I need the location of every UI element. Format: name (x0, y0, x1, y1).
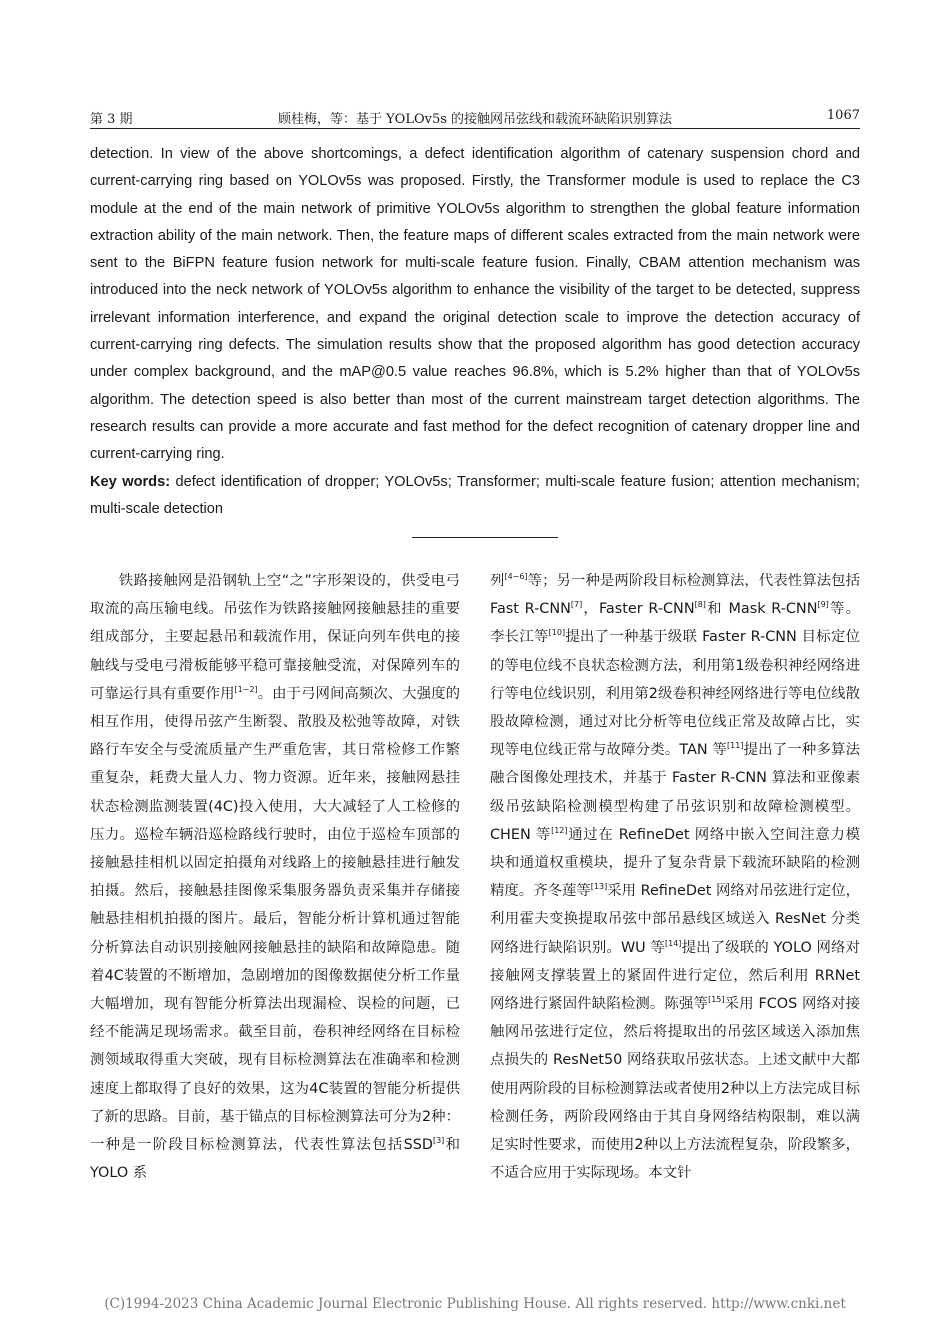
body-text: 和 Mask R-CNN (705, 601, 818, 618)
body-text: 等；另一种是两阶段目标检测算法，代表性算法包括 Fast R-CNN (490, 573, 860, 618)
citation: [10] (548, 628, 566, 638)
keywords-label: Key words: (90, 473, 171, 490)
body-text: 提出了一种基于级联 Faster R-CNN 目标定位的等电位线不良状态检测方法，利用第1级卷积神经网络进行等电位线识别，利用第2级卷积神经网络进行等电位线散股故障检测，通过对比分析等电位线正常及故障占比，实现等电位线正常与故障分类。TAN 等 (490, 629, 860, 759)
abstract-text: detection. In view of the above shortcomings, a defect identification algorithm of catenary suspension chord and current-carrying ring based on YOLOv5s was proposed. Firstly, the Transformer module is used to replace the C3 module at the end of the main network of primitive YOLOv5s algorithm to strengthen the global feature information extraction ability of the main network. Then, the feature maps of different scales extracted from the main network were sent to the BiFPN feature fusion network for multi-scale feature fusion. Finally, CBAM attention mechanism was introduced into the neck network of YOLOv5s algorithm to enhance the visibility of the target to be detected, suppress irrelevant information interference, and expand the original detection scale to improve the detection accuracy of current-carrying ring defects. The simulation results show that the proposed algorithm has good detection accuracy under complex background, and the mAP@0.5 value reaches 96.8%, which is 5.2% higher than that of YOLOv5s algorithm. The detection speed is also better than most of the current mainstream target detection algorithms. The research results can provide a more accurate and fast method for the defect recognition of catenary dropper line and current-carrying ring. (90, 146, 860, 463)
running-header (90, 106, 860, 128)
citation: [13] (590, 882, 608, 892)
body-column-right (490, 567, 860, 1187)
body-text: 采用 RefineDet 网络对吊弦进行定位，利用霍夫变换提取吊弦中部吊悬线区域送入 ResNet 分类网络进行缺陷识别。WU 等 (490, 883, 860, 956)
keywords (90, 469, 860, 524)
citation: [8] (694, 600, 706, 610)
citation: [12] (551, 825, 568, 835)
copyright-footer: (C)1994-2023 China Academic Journal Electronic Publishing House. All rights reserved. http://www.cnki.net (104, 1296, 846, 1312)
body-text: 提出了级联的 YOLO 网络对接触网支撑装置上的紧固件进行定位，然后利用 RRNet 网络进行紧固件缺陷检测。陈强等 (490, 939, 860, 1013)
body-column-left (90, 567, 460, 1187)
keywords-text: defect identification of dropper; YOLOv5s; Transformer; multi-scale feature fusion; attention mechanism; multi-scale detection (90, 473, 860, 517)
body-text: 等。李长江等 (490, 601, 860, 646)
body-text: 通过在 RefineDet 网络中嵌入空间注意力模块和通道权重模块，提升了复杂背景下载流环缺陷的检测精度。齐冬莲等 (490, 826, 860, 900)
body-text: 铁路接触网是沿钢轨上空“之”字形架设的，供受电弓取流的高压输电线。吊弦作为铁路接触网接触悬挂的重要组成部分，主要起悬吊和载流作用，保证向列车供电的接触线与受电弓滑板能够平稳可靠接触受流，对保障列车的可靠运行具有重要作用 (90, 573, 460, 702)
citation: [14] (665, 938, 682, 948)
issue-number: 第 3 期 (90, 112, 133, 127)
header-rule (90, 128, 860, 129)
citation: [15] (708, 995, 725, 1005)
body-text: 。由于弓网间高频次、大强度的相互作用，使得吊弦产生断裂、散股及松弛等故障，对铁路行车安全与受流质量产生严重危害，其日常检修工作繁重复杂，耗费大量人力、物力资源。近年来，接触网悬挂状态检测监测装置(4C)投入使用，大大减轻了人工检修的压力。巡检车辆沿巡检路线行驶时，由位于巡检车顶部的接触悬挂相机以固定拍摄角对线路上的接触悬挂进行触发拍摄。然后，接触悬挂图像采集服务器负责采集并存储接触悬挂相机拍摄的图片。最后，智能分析计算机通过智能分析算法自动识别接触网接触悬挂的缺陷和故障隐患。随着4C装置的不断增加，急剧增加的图像数据使分析工作量大幅增加，现有智能分析算法出现漏检、误检的问题，已经不能满足现场需求。截至目前，卷积神经网络在目标检测领域取得重大突破，现有目标检测算法在准确率和检测速度上都取得了良好的效果，这为4C装置的智能分析提供了新的思路。目前，基于锚点的目标检测算法可分为2种：一种是一阶段目标检测算法，代表性算法包括SSD (90, 685, 460, 1154)
citation: [11] (727, 741, 744, 751)
english-abstract (90, 141, 860, 523)
intro-paragraph (90, 567, 460, 1187)
body-text: 列 (490, 573, 505, 589)
page-number: 1067 (826, 108, 860, 123)
body-text: 采用 FCOS 网络对接触网吊弦进行定位，然后将提取出的吊弦区域送入添加焦点损失的 ResNet50 网络获取吊弦状态。上述文献中大都使用两阶段的目标检测算法或者使用2种以上方法完成目标检测任务，两阶段网络由于其自身网络结构限制，难以满足实时性要求，而使用2种以上方法流程复杂，阶段繁多，不适合应用于实际现场。本文针 (490, 996, 860, 1182)
section-divider (412, 537, 558, 538)
body-text: 提出了一种多算法融合图像处理技术，并基于 Faster R-CNN 算法和亚像素级吊弦缺陷检测模型构建了吊弦识别和故障检测模型。CHEN 等 (490, 742, 860, 843)
citation: [9] (817, 600, 829, 610)
running-title: 顾桂梅，等：基于 YOLOv5s 的接触网吊弦线和载流环缺陷识别算法 (277, 112, 673, 127)
intro-paragraph-continued (490, 567, 860, 1187)
citation: [4−6] (504, 572, 528, 581)
citation: [3] (432, 1136, 445, 1146)
citation: [7] (570, 600, 583, 610)
citation: [1−2] (234, 684, 258, 694)
body-text: ，Faster R-CNN (582, 601, 695, 618)
body-text: 和 YOLO 系 (90, 1137, 460, 1182)
